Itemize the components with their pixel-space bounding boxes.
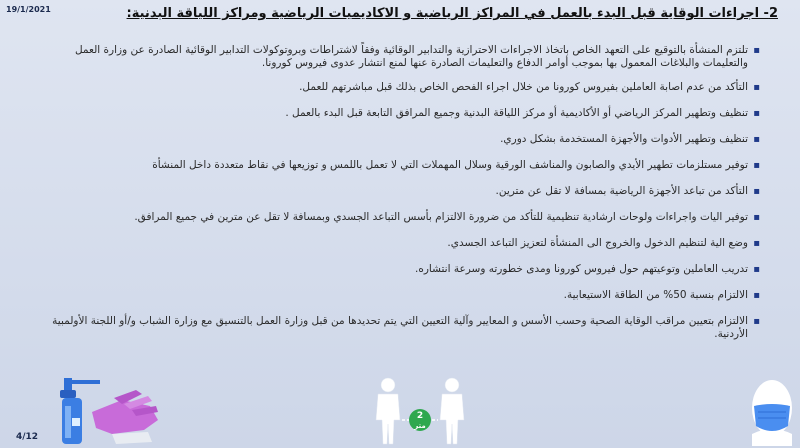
list-item: ▪ توفير مستلزمات تطهير الأيدي والصابون والمناشف الورقية وسلال المهملات التي لا تعمل باللمس و توزيعها في نقاط متعددة داخل المنشأة [35, 159, 760, 172]
list-item: ▪ وضع الية لتنظيم الدخول والخروج الى المنشأة لتعزيز التباعد الجسدي. [35, 237, 760, 250]
glove-icon [92, 390, 158, 444]
list-item: ▪ تدريب العاملين وتوعيتهم حول فيروس كورونا ومدى خطورته وسرعة انتشاره. [35, 263, 760, 276]
social-distancing-icon [370, 376, 470, 446]
hand-sanitizer-icon [52, 376, 164, 446]
list-item: ▪ تنظيف وتطهير الأدوات والأجهزة المستخدمة بشكل دوري. [35, 133, 760, 146]
distance-unit: متر [414, 422, 426, 430]
list-item: ▪ الالتزام بنسبة 50% من الطاقة الاستيعابية. [35, 289, 760, 302]
face-mask-icon [748, 376, 796, 446]
list-item: ▪ توفير اليات واجراءات ولوحات ارشادية تنظيمية للتأكد من ضرورة الالتزام بأسس التباعد الجسدي وبمسافة لا تقل عن مترين في جميع المرافق. [35, 211, 760, 224]
measures-list [35, 44, 760, 352]
page-title: 2- اجراءات الوقاية قبل البدء بالعمل في المراكز الرياضية و الاكاديميات الرياضية ومراكز اللياقة البدنية: [126, 6, 778, 21]
list-item: ▪ تنظيف وتطهير المركز الرياضي أو الأكاديمية أو مركز اللياقة البدنية وجميع المرافق التابعة قبل البدء بالعمل . [35, 107, 760, 120]
list-item: ▪ التأكد من عدم اصابة العاملين بفيروس كورونا من خلال اجراء الفحص الخاص بذلك قبل مباشرتهم للعمل. [35, 81, 760, 94]
list-item: ▪ الالتزام بتعيين مراقب الوقاية الصحية وحسب الأسس و المعايير وآلية التعيين التي يتم تحديدها من قبل وزارة العمل بالتنسيق مع وزارة الشباب و/أو اللجنة الأولمبية الأردنية. [35, 315, 760, 341]
list-item: ▪ التأكد من تباعد الأجهزة الرياضية بمسافة لا تقل عن مترين. [35, 185, 760, 198]
distance-number: 2 [416, 411, 424, 421]
date-label: 19/1/2021 [6, 5, 51, 14]
page-number: 4/12 [16, 432, 39, 442]
list-item: ▪ تلتزم المنشأة بالتوقيع على التعهد الخاص باتخاذ الاجراءات الاحترازية والتدابير الوقائية وفقاً لاشتراطات وبروتوكولات التدابير الوقائية الصادرة عن وزارة العمل والتعليمات والبلاغات المعمول بها بموجب أوامر الدفاع والتعليمات الصادرة عنها لمنع انتشار عدوى فيروس كورونا. [35, 44, 760, 70]
